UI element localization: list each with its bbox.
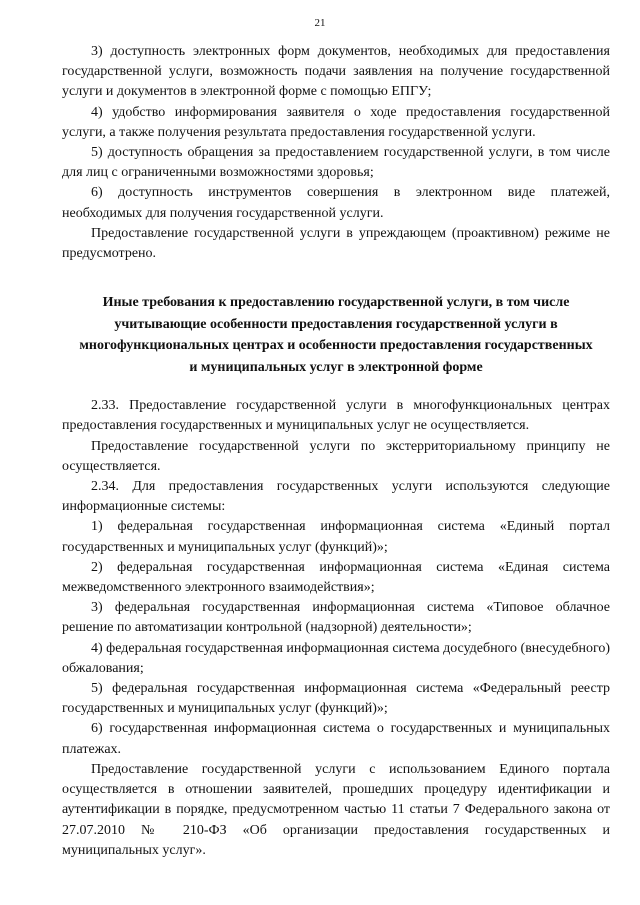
list-item-system-2: 2) федеральная государственная информационная система «Единая система межведомственного электронного взаимодействия»;: [62, 559, 610, 596]
paragraph-item-5: 5) доступность обращения за предоставлением государственной услуги, в том числе для лиц с ограниченными возможностями здоровья;: [62, 145, 610, 181]
list-item-system-6: 6) государственная информационная система о государственных и муниципальных платежах.: [62, 721, 610, 757]
paragraph-item-4: 4) удобство информирования заявителя о ходе предоставления государственной услуги, а также получения результата предоставления государственной услуги.: [62, 104, 610, 140]
paragraph-extraterritorial: Предоставление государственной услуги по экстерриториальному принципу не осуществляется.: [62, 438, 610, 474]
paragraph-item-6: 6) доступность инструментов совершения в электронном виде платежей, необходимых для получения государственной услуги.: [62, 185, 610, 221]
list-item-system-5: 5) федеральная государственная информационная система «Федеральный реестр государственных и муниципальных услуг (функций)»;: [62, 681, 610, 717]
paragraph-2-33: 2.33. Предоставление государственной услуги в многофункциональных центрах предоставления государственных и муниципальных услуг не осуществляется.: [62, 398, 610, 434]
list-item-system-1: 1) федеральная государственная информационная система «Единый портал государственных и муниципальных услуг (функций)»;: [62, 519, 610, 555]
section-heading: Иные требования к предоставлению государственной услуги, в том числе учитывающие особенности предоставления государственной услуги в многофункциональных центрах и особенности предоставления государственных и муниципальных услуг в электронной форме: [79, 295, 593, 375]
paragraph-item-3: 3) доступность электронных форм документов, необходимых для предоставления государственной услуги, возможность подачи заявления на получение государственной услуги и документов в электронной форме с помощью ЕПГУ;: [62, 44, 610, 100]
paragraph-proactive-mode: Предоставление государственной услуги в упреждающем (проактивном) режиме не предусмотрено.: [62, 225, 610, 262]
list-item-system-4: 4) федеральная государственная информационная система досудебного (внесудебного) обжалования;: [62, 640, 611, 676]
list-item-system-3: 3) федеральная государственная информационная система «Типовое облачное решение по автоматизации контрольной (надзорной) деятельности»;: [62, 600, 610, 636]
page-content: [62, 42, 610, 861]
page-number: 21: [314, 17, 326, 29]
paragraph-2-34: 2.34. Для предоставления государственных услуги используются следующие информационные системы:: [62, 479, 610, 515]
paragraph-unified-portal: Предоставление государственной услуги с использованием Единого портала осуществляется в отношении заявителей, прошедших процедуру идентификации и аутентификации в порядке, предусмотренном частью 11 статьи 7 Федерального закона от 27.07.2010 № 210-ФЗ «Об организации предоставления государственных и муниципальных услуг».: [62, 761, 610, 858]
